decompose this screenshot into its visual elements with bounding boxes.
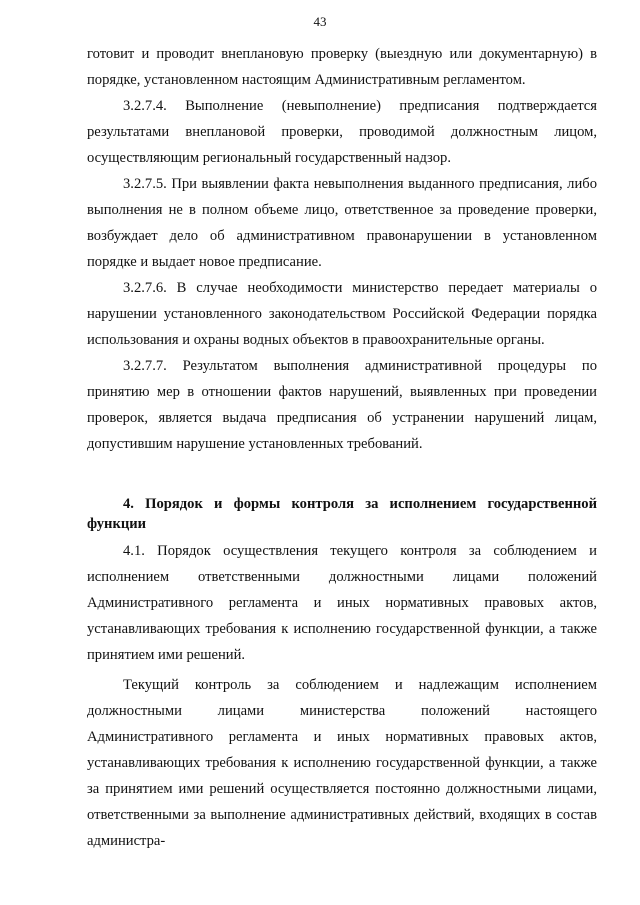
paragraph-3-2-7-5: 3.2.7.5. При выявлении факта невыполнения выданного предписания, либо выполнения не в полном объеме лицо, ответственное за проведение проверки, возбуждает дело об административном правонарушении в установленном порядке и выдает новое предписание. xyxy=(87,176,597,270)
paragraph-continuation: готовит и проводит внеплановую проверку (выездную или документарную) в порядке, установленном настоящим Административным регламентом. xyxy=(87,46,597,88)
paragraph-current-control: Текущий контроль за соблюдением и надлежащим исполнением должностными лицами министерства положений настоящего Административного регламента и иных нормативных правовых актов, устанавливающих требования к исполнению государственной функции, а также за принятием ими решений осуществляется постоянно должностными лицами, ответственными за выполнение административных действий, входящих в состав администра- xyxy=(87,677,597,849)
paragraph-3-2-7-7: 3.2.7.7. Результатом выполнения административной процедуры по принятию мер в отношении фактов нарушений, выявленных при проведении проверок, является выдача предписания об устранении нарушений лицам, допустившим нарушение установленных требований. xyxy=(87,358,597,452)
document-body xyxy=(87,41,597,854)
paragraph-3-2-7-4: 3.2.7.4. Выполнение (невыполнение) предписания подтверждается результатами внеплановой проверки, проводимой должностным лицом, осуществляющим региональный государственный надзор. xyxy=(87,98,597,166)
paragraph-4-1: 4.1. Порядок осуществления текущего контроля за соблюдением и исполнением ответственными должностными лицами положений Административного регламента и иных нормативных правовых актов, устанавливающих требования к исполнению государственной функции, а также принятием ими решений. xyxy=(87,543,597,663)
section-4-heading: 4. Порядок и формы контроля за исполнением государственной функции xyxy=(87,496,597,532)
paragraph-3-2-7-6: 3.2.7.6. В случае необходимости министерство передает материалы о нарушении установленного законодательством Российской Федерации порядка использования и охраны водных объектов в правоохранительные органы. xyxy=(87,280,597,348)
page-number: 43 xyxy=(313,14,327,29)
